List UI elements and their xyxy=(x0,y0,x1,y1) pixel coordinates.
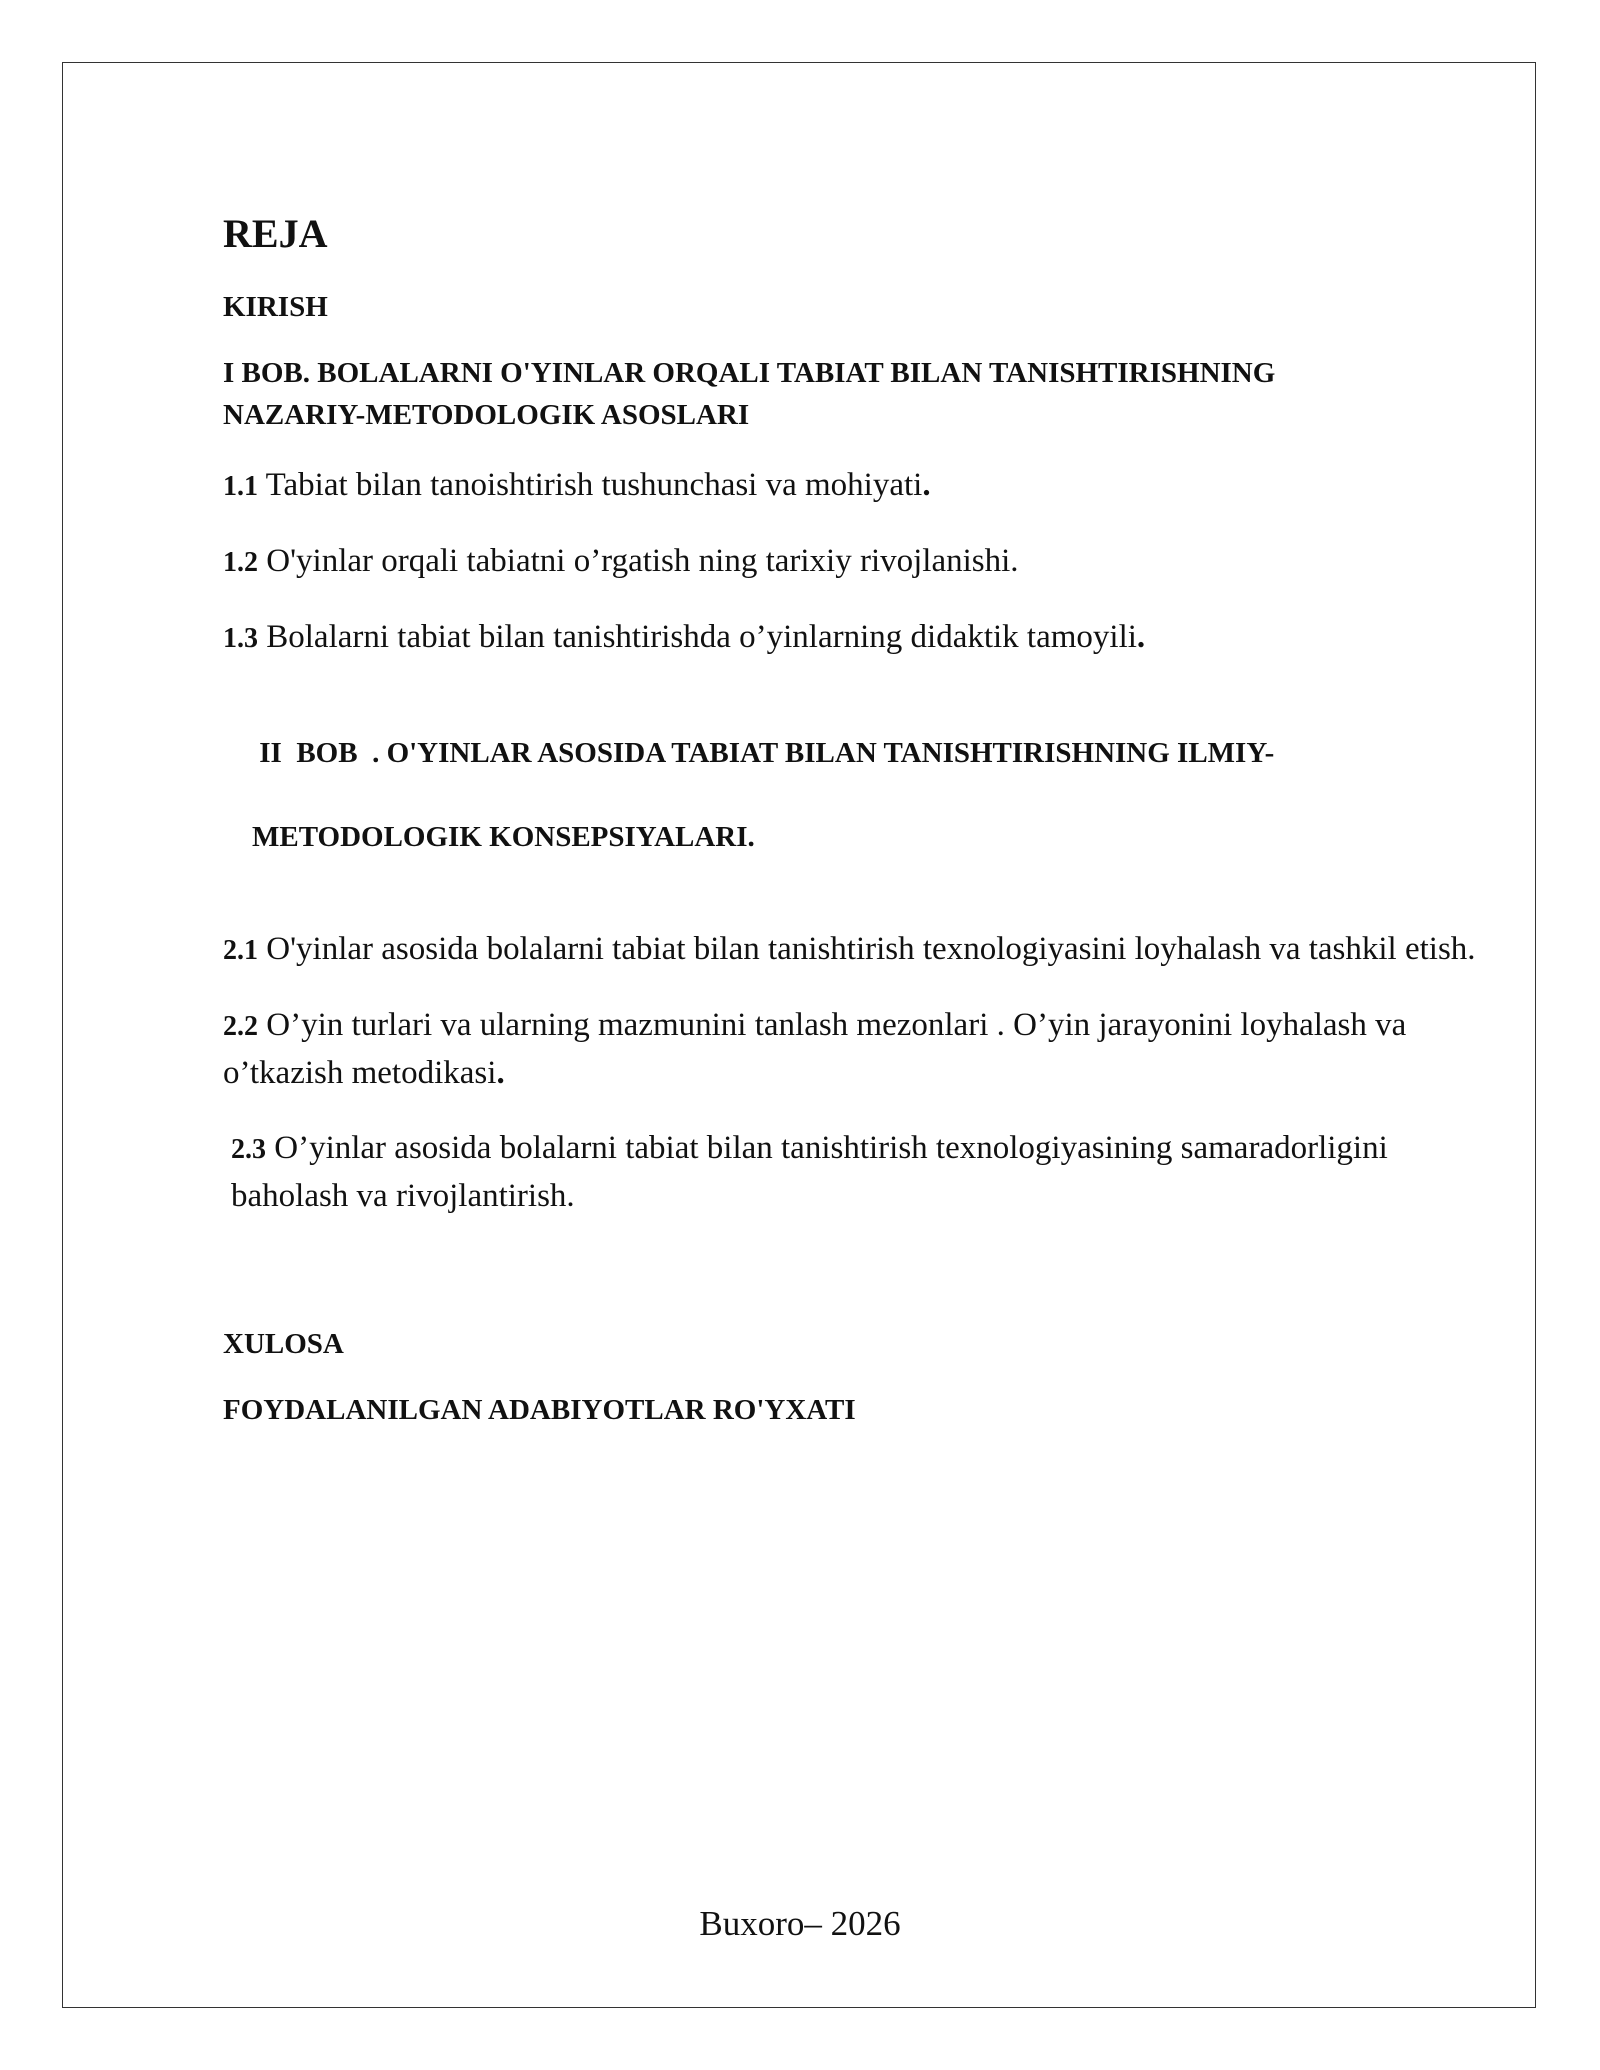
section-number: 2.2 xyxy=(223,1010,258,1042)
chapter-1-title-line-2: NAZARIY-METODOLOGIK ASOSLARI xyxy=(223,399,750,432)
section-number: 1.2 xyxy=(223,546,258,578)
section-text: O'yinlar asosida bolalarni tabiat bilan tanishtirish texnologiyasini loyhalash va tashkil etish. xyxy=(258,930,1476,967)
section-2-2 xyxy=(223,1002,1483,1098)
chapter-1-heading xyxy=(223,352,1483,436)
section-number: 2.3 xyxy=(231,1134,266,1166)
section-1-2 xyxy=(223,538,1483,586)
chapter-1-title-line-1: I BOB. BOLALARNI O'YINLAR ORQALI TABIAT BILAN TANISHTIRISHNING xyxy=(223,357,1276,390)
section-end: . xyxy=(922,467,931,504)
intro-heading: KIRISH xyxy=(223,291,328,323)
section-text: Tabiat bilan tanoishtirish tushunchasi va mohiyati xyxy=(258,467,923,504)
section-2-3 xyxy=(223,1125,1483,1221)
section-end: . xyxy=(1136,618,1146,655)
section-text: O’yin turlari va ularning mazmunini tanlash mezonlari . O’yin jarayonini loyhalash va o’tkazish metodikasi xyxy=(223,1006,1407,1091)
section-end: . xyxy=(496,1054,505,1091)
chapter-2-title-line-1: II BOB . O'YINLAR ASOSIDA TABIAT BILAN TANISHTIRISHNING ILMIY- xyxy=(252,736,1275,769)
section-1-3 xyxy=(223,614,1483,662)
section-text: O'yinlar orqali tabiatni o’rgatish ning tarixiy rivojlanishi. xyxy=(258,542,1019,579)
section-number: 1.3 xyxy=(223,622,258,654)
references-heading: FOYDALANILGAN ADABIYOTLAR RO'YXATI xyxy=(223,1394,856,1427)
spacer xyxy=(223,1249,1483,1323)
conclusion-heading: XULOSA xyxy=(223,1328,344,1361)
section-1-1 xyxy=(223,462,1483,510)
section-text: Bolalarni tabiat bilan tanishtirishda o’yinlarning didaktik tamoyili xyxy=(258,618,1137,655)
document-body xyxy=(223,210,1483,1455)
footer-place-year: Buxoro– 2026 xyxy=(699,1904,901,1943)
chapter-2-title-line-2: METODOLOGIK KONSEPSIYALARI. xyxy=(252,820,755,853)
section-number: 1.1 xyxy=(223,471,258,503)
section-2-1 xyxy=(223,926,1483,974)
section-number: 2.1 xyxy=(223,934,258,966)
plan-title: REJA xyxy=(223,211,328,256)
chapter-2-heading xyxy=(223,690,1483,900)
section-text: O’yinlar asosida bolalarni tabiat bilan tanishtirish texnologiyasining samaradorligini baholash va rivojlantirish. xyxy=(231,1130,1388,1215)
